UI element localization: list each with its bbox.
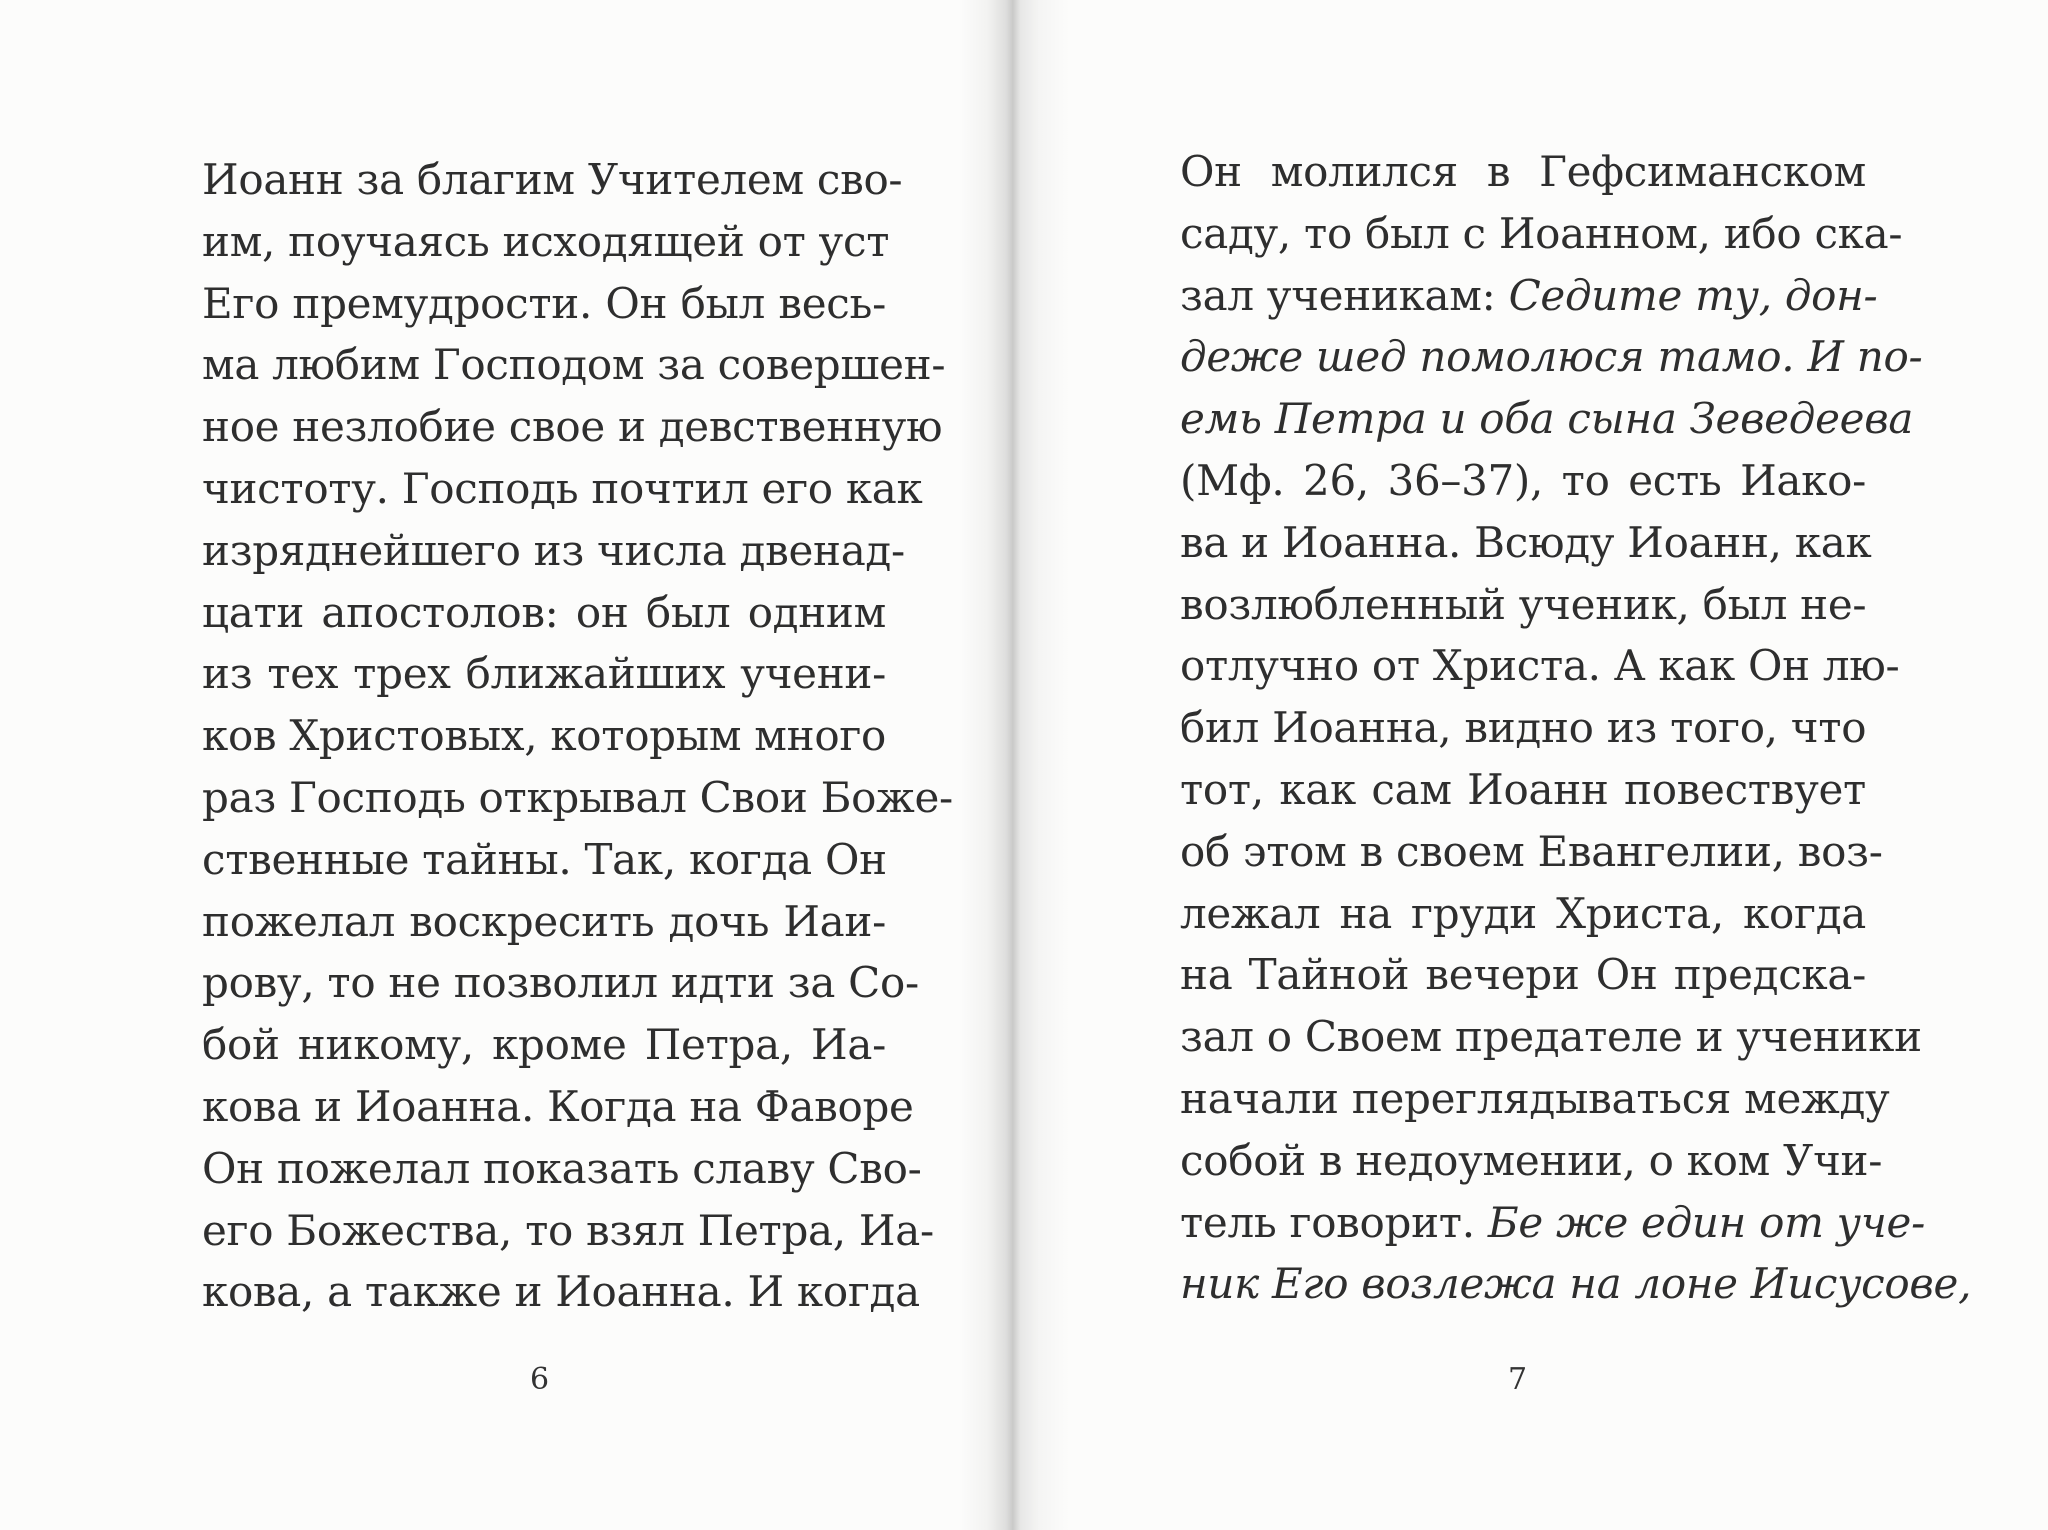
text-line [1180,574,1866,636]
italic-quote: деже шед помолюся тамо. И по- [1180,332,1923,382]
text-line [1180,1130,1883,1192]
text-line [1180,388,1914,450]
text-line: цати апостолов: он был одним [202,587,886,637]
text-line [1180,944,1866,1006]
text-line: кова и Иоанна. Когда на Фаворе [202,1081,914,1131]
text-line [1180,821,1883,883]
text-line: рову, то не позволил идти за Со- [202,958,919,1008]
text-line: из тех трех ближайших учени- [202,649,886,699]
text-line: Иоанн за благим Учителем сво- [202,155,903,204]
regular-text: саду, то был с Иоанном, ибо ска- [1180,208,1903,258]
regular-text: зал ученикам: [1180,270,1509,320]
text-line [1180,1192,1925,1254]
text-line [1180,203,1903,265]
regular-text: ва и Иоанна. Всюду Иоанн, как [1180,517,1872,567]
page-number: 7 [1508,1362,1528,1397]
text-line: ков Христовых, которым много [202,711,887,761]
page-number: 6 [530,1362,550,1397]
regular-text: на Тайной вечери Он предска- [1180,950,1866,1000]
text-line [1180,265,1878,327]
text-line: ственные тайны. Так, когда Он [202,834,887,884]
italic-quote: емь Петра и оба сына Зеведеева [1180,394,1914,444]
text-line [1180,1006,1922,1068]
text-line: его Божества, то взял Петра, Иа- [202,1205,934,1255]
text-line: пожелал воскресить дочь Иаи- [202,896,886,946]
regular-text: Он молился в Гефсиманском [1180,147,1866,196]
left-page-text [202,149,953,1323]
text-line: кова, а также и Иоанна. И когда [202,1267,920,1317]
text-line [1180,635,1900,697]
italic-quote: ник Его возлежа на лоне Иисусове, [1180,1259,1972,1309]
text-line: бой никому, кроме Петра, Иа- [202,1020,886,1070]
text-line: Он пожелал показать славу Сво- [202,1143,922,1193]
regular-text: лежал на груди Христа, когда [1180,888,1866,938]
text-line: им, поучаясь исходящей от уст [202,216,890,266]
text-line [1180,1068,1890,1130]
italic-quote: Седите ту, дон- [1508,270,1878,320]
text-line: чистоту. Господь почтил его как [202,463,923,513]
text-line [1180,883,1866,945]
text-line: ма любим Господом за совершен- [202,340,946,390]
regular-text: начали переглядываться между [1180,1073,1890,1123]
right-page-text [1180,141,1972,1315]
regular-text: об этом в своем Евангелии, воз- [1180,826,1883,876]
text-line: ное незлобие свое и девственную [202,402,943,452]
right-page [1038,0,2048,1530]
regular-text: возлюбленный ученик, был не- [1180,579,1867,629]
left-page [0,0,1012,1530]
text-line [1180,326,1923,388]
regular-text: бил Иоанна, видно из того, что [1180,703,1867,753]
text-line [1180,1253,1972,1315]
text-line [1180,450,1866,512]
text-line [1180,512,1872,574]
text-line [1180,141,1866,203]
book-gutter-shadow [960,0,1070,1530]
regular-text: зал о Своем предателе и ученики [1180,1012,1922,1062]
regular-text: (Мф. 26, 36–37), то есть Иако- [1180,455,1866,505]
text-line: раз Господь открывал Свои Боже- [202,772,953,822]
regular-text: собой в недоумении, о ком Учи- [1180,1135,1883,1185]
text-line [1180,697,1866,759]
italic-quote: Бе же един от уче- [1487,1197,1925,1247]
text-line: изряднейшего из числа двенад- [202,525,905,575]
regular-text: отлучно от Христа. А как Он лю- [1180,641,1900,691]
text-line: Его премудрости. Он был весь- [202,278,886,328]
regular-text: тель говорит. [1180,1197,1488,1247]
text-line [1180,759,1866,821]
regular-text: тот, как сам Иоанн повествует [1180,764,1866,814]
